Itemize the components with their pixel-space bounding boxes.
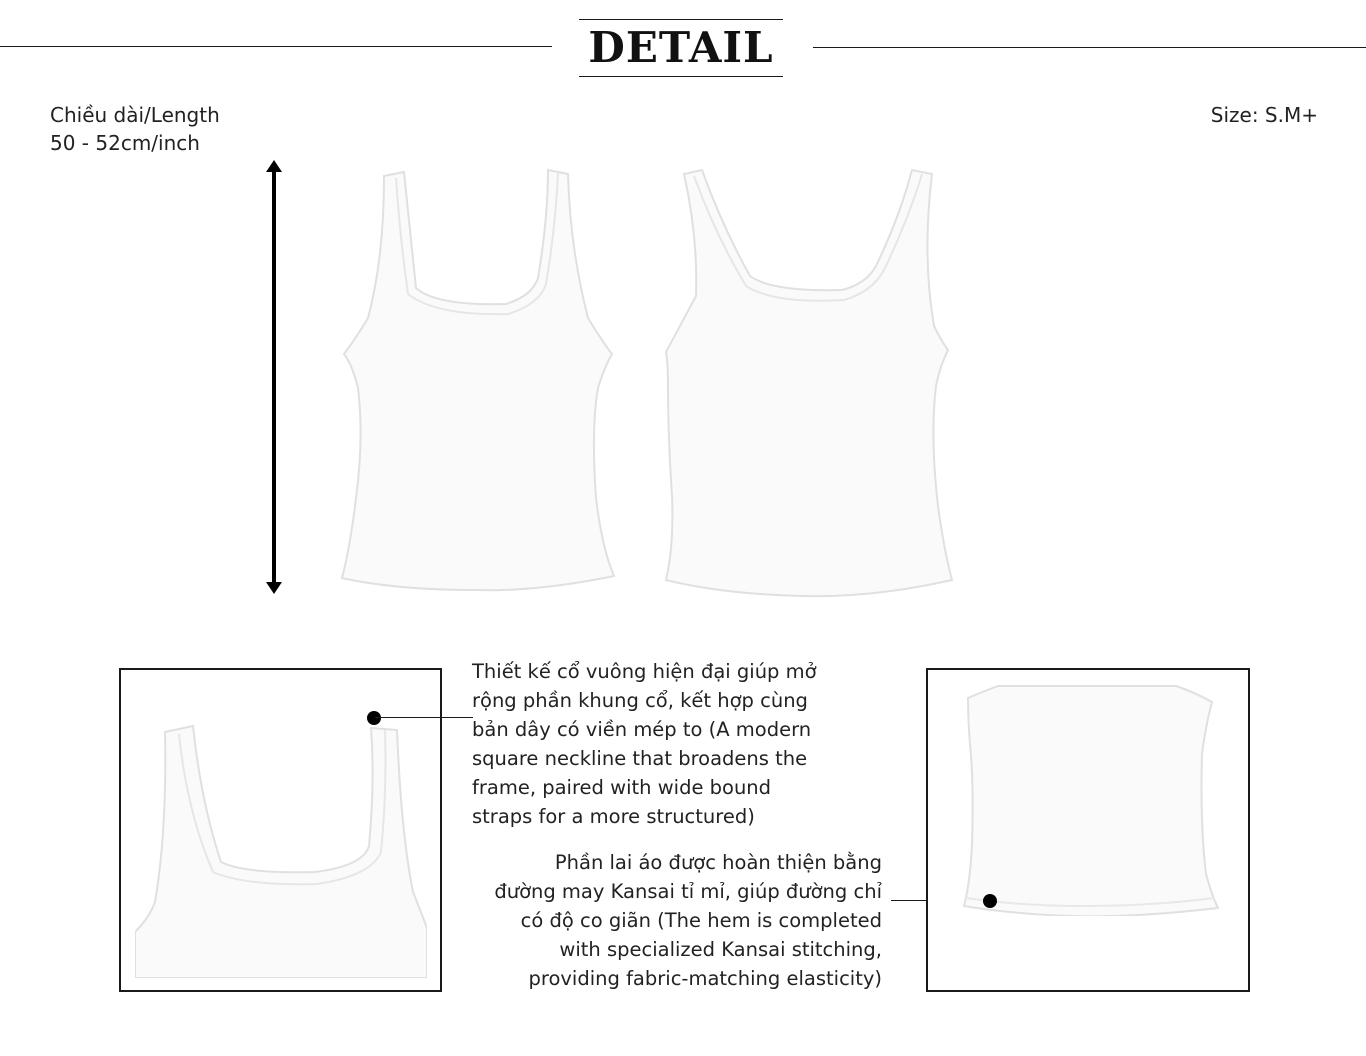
tank-top-back-image	[662, 166, 956, 600]
length-label: Chiều dài/Length	[50, 103, 220, 127]
header-rule-left	[0, 46, 552, 47]
hem-description	[494, 848, 882, 993]
hem-closeup-image	[962, 684, 1224, 916]
hem-line: có độ co giãn (The hem is completed	[520, 909, 882, 932]
neckline-line: Thiết kế cổ vuông hiện đại giúp mở	[472, 660, 817, 683]
title-frame	[579, 19, 783, 77]
length-info	[50, 101, 220, 157]
hem-line: đường may Kansai tỉ mỉ, giúp đường chỉ	[494, 880, 882, 903]
neckline-line: square neckline that broadens the	[472, 747, 808, 770]
size-info	[1211, 101, 1318, 129]
neckline-line: bản dây có viền mép to (A modern	[472, 718, 812, 741]
size-label: Size: S.M+	[1210, 103, 1318, 127]
neckline-line: straps for a more structured)	[472, 805, 755, 828]
neckline-callout-dot	[367, 711, 381, 725]
neckline-line: rộng phần khung cổ, kết hợp cùng	[472, 689, 808, 712]
length-value: 50 - 52cm/inch	[50, 131, 200, 155]
header-rule-right	[813, 47, 1366, 48]
page-title: DETAIL	[588, 23, 774, 72]
hem-line: with specialized Kansai stitching,	[559, 938, 882, 961]
hem-closeup-frame	[926, 668, 1250, 992]
vertical-double-arrow-icon	[264, 158, 284, 596]
tank-top-front-image	[336, 168, 622, 596]
neckline-callout-line	[375, 717, 473, 718]
hem-line: providing fabric-matching elasticity)	[528, 967, 882, 990]
hem-line: Phần lai áo được hoàn thiện bằng	[554, 851, 882, 874]
neckline-line: frame, paired with wide bound	[472, 776, 772, 799]
neckline-description	[472, 657, 817, 831]
neckline-closeup-image	[135, 722, 427, 978]
hem-callout-dot	[983, 894, 997, 908]
